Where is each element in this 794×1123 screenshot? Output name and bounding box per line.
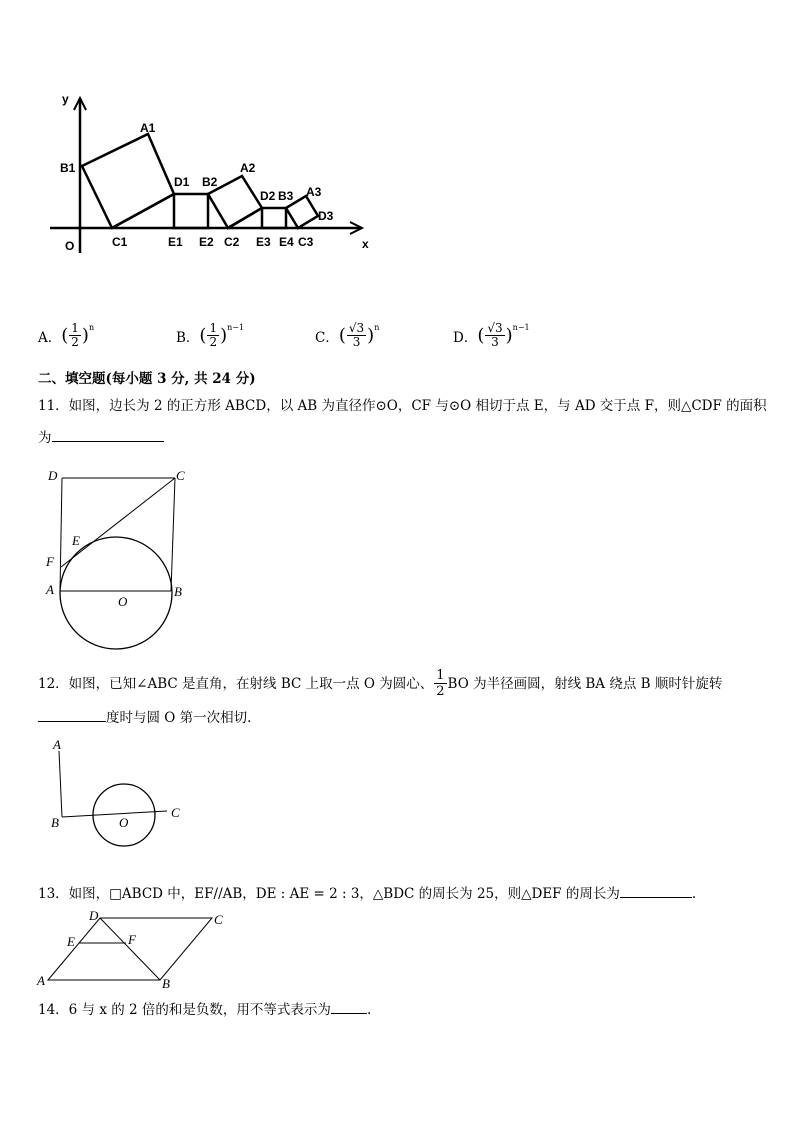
label-B: B: [51, 815, 59, 830]
option-b: [176, 322, 244, 349]
option-b-fraction: $\frac{1}{2}$: [209, 321, 218, 349]
label-B3: B3: [278, 189, 294, 203]
option-d: [453, 322, 530, 349]
q11-line2-text: 为: [38, 430, 52, 446]
figure-q10-squares: [40, 88, 390, 268]
paren-close: ): [505, 324, 513, 346]
q12-line2: [38, 707, 251, 727]
label-D2: D2: [260, 189, 276, 203]
paren-close: ): [81, 324, 89, 346]
q11-line2: [38, 427, 164, 447]
q12-line2-text: 度时与圆 O 第一次相切.: [106, 710, 252, 726]
label-A2: A2: [240, 161, 256, 175]
label-y: y: [62, 92, 69, 106]
option-d-letter: D．: [453, 329, 478, 346]
option-c-exponent: n: [374, 323, 380, 332]
option-c: [315, 322, 379, 349]
label-C: C: [176, 468, 185, 483]
option-d-fraction: $\frac{√3}{3}$: [487, 321, 503, 349]
paren-open: (: [61, 324, 69, 346]
label-E3: E3: [256, 235, 271, 249]
q12-fraction: $\frac{1}{2}$: [436, 668, 445, 699]
option-c-fraction: $\frac{√3}{3}$: [348, 321, 365, 349]
label-E2: E2: [199, 235, 214, 249]
paren-close: ): [367, 324, 375, 346]
label-A1: A1: [140, 121, 156, 135]
q11-answer-blank[interactable]: [52, 427, 164, 442]
option-a-letter: A．: [38, 329, 62, 346]
label-D1: D1: [174, 175, 190, 189]
q13-answer-blank[interactable]: [620, 883, 692, 898]
label-B: B: [162, 976, 170, 991]
square-1: [82, 134, 174, 228]
paren-open: (: [199, 324, 207, 346]
label-B2: B2: [202, 175, 218, 189]
label-F: F: [128, 932, 136, 947]
q14-answer-blank[interactable]: [331, 999, 367, 1014]
option-c-letter: C．: [315, 329, 339, 346]
option-b-exponent: n−1: [227, 323, 245, 332]
label-O: O: [118, 594, 128, 609]
label-B: B: [174, 584, 182, 599]
q14-text: 14．6 与 x 的 2 倍的和是负数，用不等式表示为: [38, 1002, 331, 1018]
label-C: C: [171, 805, 180, 820]
label-C: C: [214, 912, 223, 927]
option-d-exponent: n−1: [512, 323, 530, 332]
q14-end: .: [366, 1002, 372, 1018]
option-a-exponent: n: [88, 323, 95, 332]
option-a-fraction: $\frac{1}{2}$: [71, 321, 79, 349]
option-a: [38, 322, 94, 349]
square-2: [174, 194, 208, 228]
label-O: O: [119, 815, 129, 830]
label-A: A: [46, 582, 54, 597]
figure-q13-parallelogram: [36, 908, 232, 990]
square-4: [262, 208, 286, 228]
figure-q12-angle-circle: [45, 735, 195, 835]
q13-text: 13．如图，□ABCD 中，EF//AB，DE : AE = 2 : 3，△BDC 的周长为 25，则△DEF 的周长为: [38, 886, 620, 902]
option-b-letter: B．: [176, 329, 200, 346]
label-C3: C3: [298, 235, 314, 249]
label-E1: E1: [168, 235, 183, 249]
label-C1: C1: [112, 235, 128, 249]
label-D3: D3: [318, 209, 334, 223]
label-A: A: [53, 737, 61, 752]
section-title: 二、填空题(每小题 3 分, 共 24 分): [38, 371, 256, 387]
label-E: E: [72, 533, 80, 548]
q13-end: .: [691, 886, 697, 902]
label-A: A: [37, 973, 45, 988]
circle-o: [60, 537, 172, 649]
figure-q11-square-circle: [40, 466, 200, 652]
label-D: D: [89, 908, 99, 923]
q12-answer-blank[interactable]: [38, 707, 106, 722]
q12-line1: [38, 668, 722, 699]
q11-line1: 11．如图，边长为 2 的正方形 ABCD，以 AB 为直径作⊙O，CF 与⊙O 相切于点 E，与 AD 交于点 F，则△CDF 的面积: [38, 398, 767, 414]
paren-open: (: [477, 324, 485, 346]
label-E4: E4: [279, 235, 294, 249]
label-x: x: [362, 237, 369, 251]
q12-part2: BO 为半径画圆，射线 BA 绕点 B 顺时针旋转: [447, 675, 723, 692]
label-D: D: [48, 468, 58, 483]
q12-part1: 12．如图，已知∠ABC 是直角，在射线 BC 上取一点 O 为圆心、: [38, 675, 434, 692]
label-B1: B1: [60, 161, 76, 175]
q13-line: [38, 883, 696, 903]
label-A3: A3: [306, 185, 322, 199]
label-O: O: [65, 239, 75, 253]
label-E: E: [67, 934, 75, 949]
label-F: F: [46, 554, 54, 569]
paren-close: ): [220, 324, 228, 346]
paren-open: (: [338, 324, 346, 346]
label-C2: C2: [224, 235, 240, 249]
q14-line: [38, 999, 371, 1019]
